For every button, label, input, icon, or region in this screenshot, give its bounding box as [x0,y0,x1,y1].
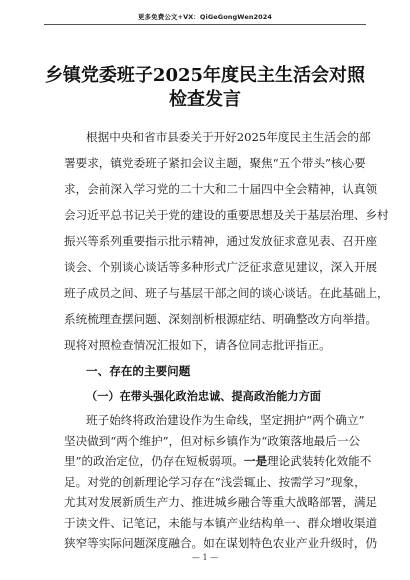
intro-line: 振兴等系列重要指示批示精神，通过发放征求意见表、召开座 [64,234,378,248]
body-text: 足。对党的创新理论学习存在“浅尝辄止、按需学习”现象， [64,474,366,489]
intro-line: 现将对照检查情况汇报如下，请各位同志批评指正。 [64,338,331,352]
body-text: 尤其对发展新质生产力、推进城乡融合等重大战略部署，满足 [64,495,378,509]
intro-line: 求，会前深入学习党的二十大和二十届四中全会精神，认真领 [64,182,378,196]
body-text: 狭窄等实际问题深度融合。如在谋划特色农业产业升级时，仍 [64,536,378,550]
body-line [64,431,361,452]
body-line [64,513,378,534]
intro-line: 谈会、个别谈心谈话等多种形式广泛征求意见建议，深入开展 [64,260,378,274]
document-title-line-2: 检查发言 [169,89,241,110]
intro-line: 系统梳理查摆问题、深刻剖析根源症结、明确整改方向举措。 [64,312,378,326]
header-divider [44,24,366,25]
page-header: 更多免费公文+VX：QiGeGongWen2024 [137,13,273,21]
intro-line: 署要求，镇党委班子紧扣会议主题，聚焦“五个带头”核心要 [64,156,366,170]
intro-line: 会习近平总书记关于党的建设的重要思想及关于基层治理、乡村 [64,208,389,222]
body-text: 于读文件、记笔记，未能与本镇产业结构单一、群众增收渠道 [64,515,378,530]
body-line [64,451,372,472]
body-line [64,533,378,554]
body-text: 坚决做到“两个维护”，但对标乡镇作为“政策落地最后一公 [64,433,361,448]
body-line [64,472,366,493]
body-text: 班子始终将政治建设作为生命线，坚定拥护“两个确立” [86,413,365,427]
body-text: 里”的政治定位，仍存在短板弱项。 [64,454,244,468]
emphasis-text: 一是 [243,454,268,468]
subsection-heading: （一）在带头强化政治忠诚、提高政治能力方面 [86,389,321,403]
section-heading: 一、存在的主要问题 [86,364,191,378]
body-text: 理论武装转化效能不 [267,454,372,468]
page-number: — 1 — [191,553,219,562]
body-line [64,492,378,513]
intro-line: 班子成员之间、班子与基层干部之间的谈心谈话。在此基础上， [64,286,389,300]
intro-line: 根据中央和省市县委关于开好2025年度民主生活会的部 [86,130,371,144]
body-line [86,410,365,431]
document-title-line-1: 乡镇党委班子2025年度民主生活会对照 [44,65,366,86]
